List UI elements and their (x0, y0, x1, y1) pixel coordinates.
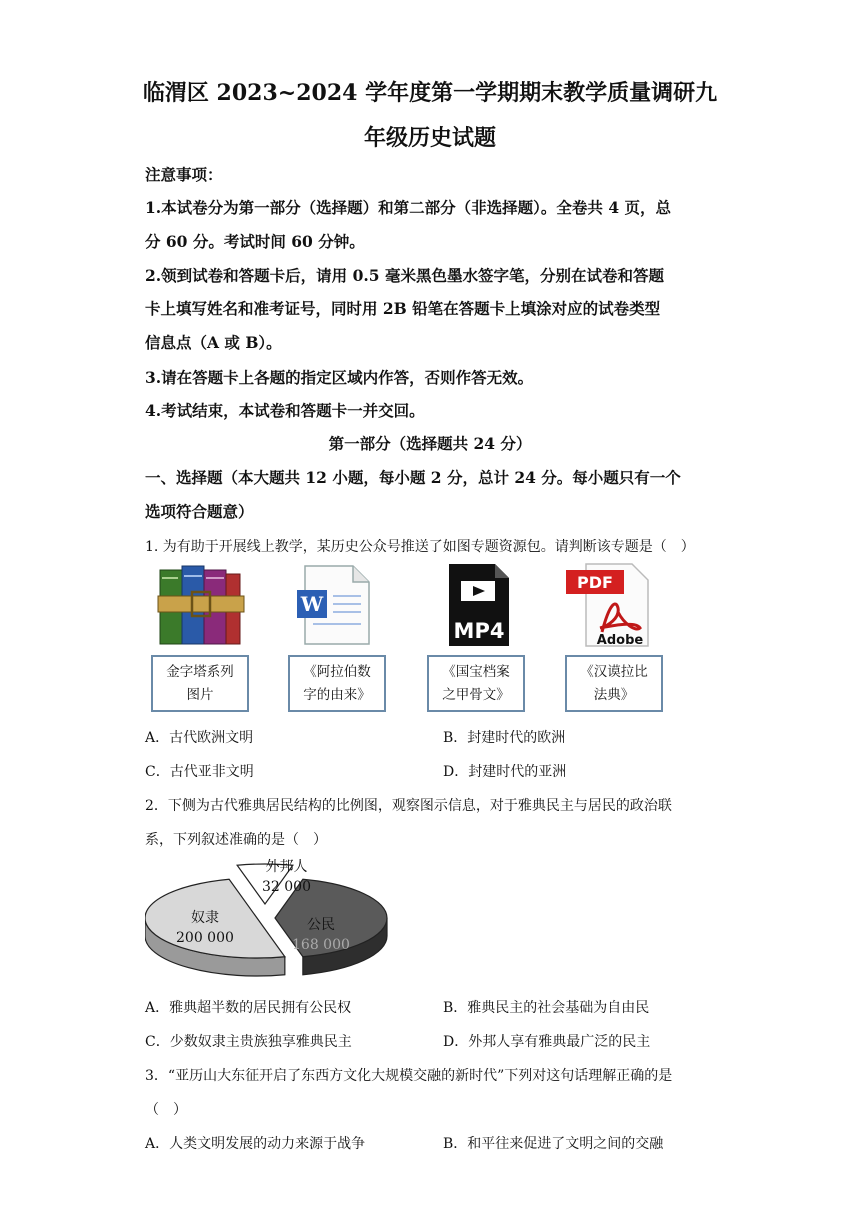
note-line-1: 1.本试卷分为第一部分（选择题）和第二部分（非选择题）。全卷共 4 页，总 (145, 198, 672, 217)
pie-label-citizens (292, 915, 350, 955)
word-icon-letter: W (300, 592, 324, 616)
notes-heading: 注意事项： (145, 165, 223, 184)
pie-label-foreigners-name: 外邦人 (265, 859, 308, 875)
pie-label-foreigners-value: 32 000 (262, 879, 311, 895)
pdf-file-icon (560, 562, 670, 647)
word-document-icon (283, 562, 393, 647)
q2-stem-line2: 系，下列叙述准确的是（ ） (145, 832, 327, 848)
q2-option-b[interactable]: B．雅典民主的社会基础为自由民 (443, 1000, 650, 1016)
resource-card-1 (151, 655, 249, 712)
resource-card-label: 《国宝档案之甲骨文》 (442, 663, 510, 703)
resource-card-2 (288, 655, 386, 712)
q3-option-a[interactable]: A．人类文明发展的动力来源于战争 (145, 1136, 366, 1152)
exam-title-line1: 临渭区 2023~2024 学年度第一学期期末教学质量调研九 (142, 80, 718, 106)
resource-card-3 (427, 655, 525, 712)
part1-heading: 第一部分（选择题共 24 分） (328, 434, 532, 453)
resource-card-label: 《阿拉伯数字的由来》 (303, 663, 371, 703)
pie-label-slaves-name: 奴隶 (190, 910, 219, 926)
mp4-file-icon (423, 562, 533, 647)
section-heading-line2: 选项符合题意） (145, 502, 254, 521)
pie-label-slaves-value: 200 000 (176, 930, 234, 946)
section-heading-line1: 一、选择题（本大题共 12 小题，每小题 2 分，总计 24 分。每小题只有一个 (145, 468, 681, 487)
q2-stem-line1: 2．下侧为古代雅典居民结构的比例图，观察图示信息，对于雅典民主与居民的政治联 (145, 798, 672, 814)
note-line-2: 分 60 分。考试时间 60 分钟。 (145, 232, 365, 251)
pie-label-citizens-name: 公民 (306, 917, 335, 933)
q2-option-d[interactable]: D．外邦人享有雅典最广泛的民主 (443, 1034, 651, 1050)
q1-option-b[interactable]: B．封建时代的欧洲 (443, 730, 566, 746)
exam-title-line2: 年级历史试题 (363, 125, 496, 151)
resource-card-4 (565, 655, 663, 712)
adobe-icon-text: Adobe (596, 633, 644, 647)
q1-option-a[interactable]: A．古代欧洲文明 (145, 730, 254, 746)
note-line-3: 2.领到试卷和答题卡后，请用 0.5 毫米黑色墨水签字笔，分别在试卷和答题 (145, 266, 664, 285)
pdf-icon-text: PDF (577, 573, 613, 592)
q1-option-c[interactable]: C．古代亚非文明 (145, 764, 254, 780)
note-line-6: 3.请在答题卡上各题的指定区域内作答，否则作答无效。 (145, 368, 534, 387)
mp4-icon-text: MP4 (453, 619, 505, 643)
note-line-4: 卡上填写姓名和准考证号，同时用 2B 铅笔在答题卡上填涂对应的试卷类型 (145, 299, 661, 318)
q1-option-d[interactable]: D．封建时代的亚洲 (443, 764, 567, 780)
note-line-5: 信息点（A 或 B）。 (145, 333, 282, 352)
q2-option-c[interactable]: C．少数奴隶主贵族独享雅典民主 (145, 1034, 352, 1050)
q3-stem-line2: （ ） (145, 1102, 187, 1118)
rar-books-icon (148, 562, 258, 647)
pie-label-slaves (176, 908, 234, 948)
pie-label-foreigners (262, 857, 311, 897)
pie-label-citizens-value: 168 000 (292, 937, 350, 953)
resource-card-label: 《汉谟拉比法典》 (580, 663, 648, 703)
q3-stem-line1: 3．“亚历山大东征开启了东西方文化大规模交融的新时代”下列对这句话理解正确的是 (145, 1068, 673, 1084)
q1-stem: 1. 为有助于开展线上教学，某历史公众号推送了如图专题资源包。请判断该专题是（ ） (145, 539, 695, 555)
q3-option-b[interactable]: B．和平往来促进了文明之间的交融 (443, 1136, 664, 1152)
note-line-7: 4.考试结束，本试卷和答题卡一并交回。 (145, 401, 425, 420)
resource-card-label: 金字塔系列图片 (166, 663, 234, 703)
q2-option-a[interactable]: A．雅典超半数的居民拥有公民权 (145, 1000, 352, 1016)
